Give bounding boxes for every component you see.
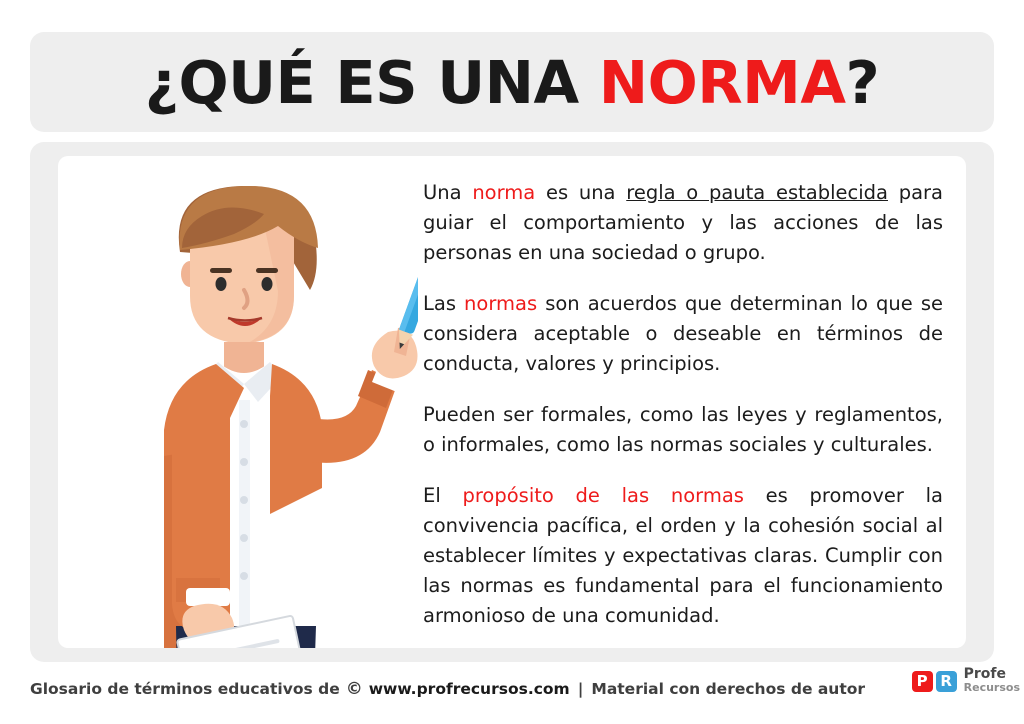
- footer-credit: [30, 680, 865, 698]
- paragraph-3: [423, 400, 943, 460]
- paragraph-1-segment-2: norma: [472, 181, 536, 204]
- paragraph-1-segment-5: para guiar el comportamiento y las acciones de las personas en una sociedad o grupo.: [423, 181, 944, 264]
- paragraph-1-segment-3: es una: [535, 181, 627, 204]
- paragraph-2-segment-3: son acuerdos que determinan lo que se considera aceptable o deseable en términos de conducta, valores y principios.: [423, 292, 943, 375]
- paragraph-1: [423, 178, 943, 268]
- logo-wordmark: [964, 668, 1020, 694]
- brand-logo[interactable]: [912, 668, 1020, 694]
- footer-separator: |: [577, 680, 584, 698]
- title-text-before: ¿QUÉ ES UNA: [144, 47, 599, 117]
- title-text-accent: NORMA: [598, 47, 846, 117]
- paragraph-2-segment-1: Las: [423, 292, 465, 315]
- copyright-icon: ©: [345, 678, 363, 699]
- paragraph-4: [423, 481, 943, 631]
- paragraph-4-segment-1: El: [423, 484, 463, 507]
- logo-line-2: Recursos: [963, 681, 1020, 694]
- title-banner: [30, 32, 994, 132]
- logo-square-r: R: [936, 671, 957, 692]
- definition-text: [423, 178, 943, 631]
- illustration-man-with-pencil: [68, 156, 418, 648]
- paragraph-3-segment-1: Pueden ser formales, como las leyes y reglamentos, o informales, como las normas sociales y culturales.: [423, 403, 943, 456]
- paragraph-1-segment-4: regla o pauta establecida: [626, 181, 888, 204]
- content-card-inner: [58, 156, 966, 648]
- content-card: [30, 142, 994, 662]
- logo-line-1: Profe: [963, 666, 1007, 682]
- footer-site-link[interactable]: www.profrecursos.com: [368, 680, 570, 698]
- paragraph-1-segment-1: Una: [423, 181, 473, 204]
- title-text-after: ?: [845, 47, 880, 117]
- paragraph-4-segment-3: es promover la convivencia pacífica, el orden y la cohesión social al establecer límites y expectativas claras. Cumplir con las normas es fundamental para el funcionamiento armonioso de una comunidad.: [423, 484, 944, 627]
- footer-rights: Material con derechos de autor: [591, 680, 866, 698]
- logo-square-p: P: [912, 671, 933, 692]
- paragraph-2-segment-2: normas: [464, 292, 538, 315]
- footer-lead: Glosario de términos educativos de: [30, 680, 340, 698]
- page-title: [145, 48, 880, 117]
- paragraph-4-segment-2: propósito de las normas: [462, 484, 744, 507]
- footer: [30, 672, 994, 706]
- paragraph-2: [423, 289, 943, 379]
- logo-marks: [912, 671, 957, 692]
